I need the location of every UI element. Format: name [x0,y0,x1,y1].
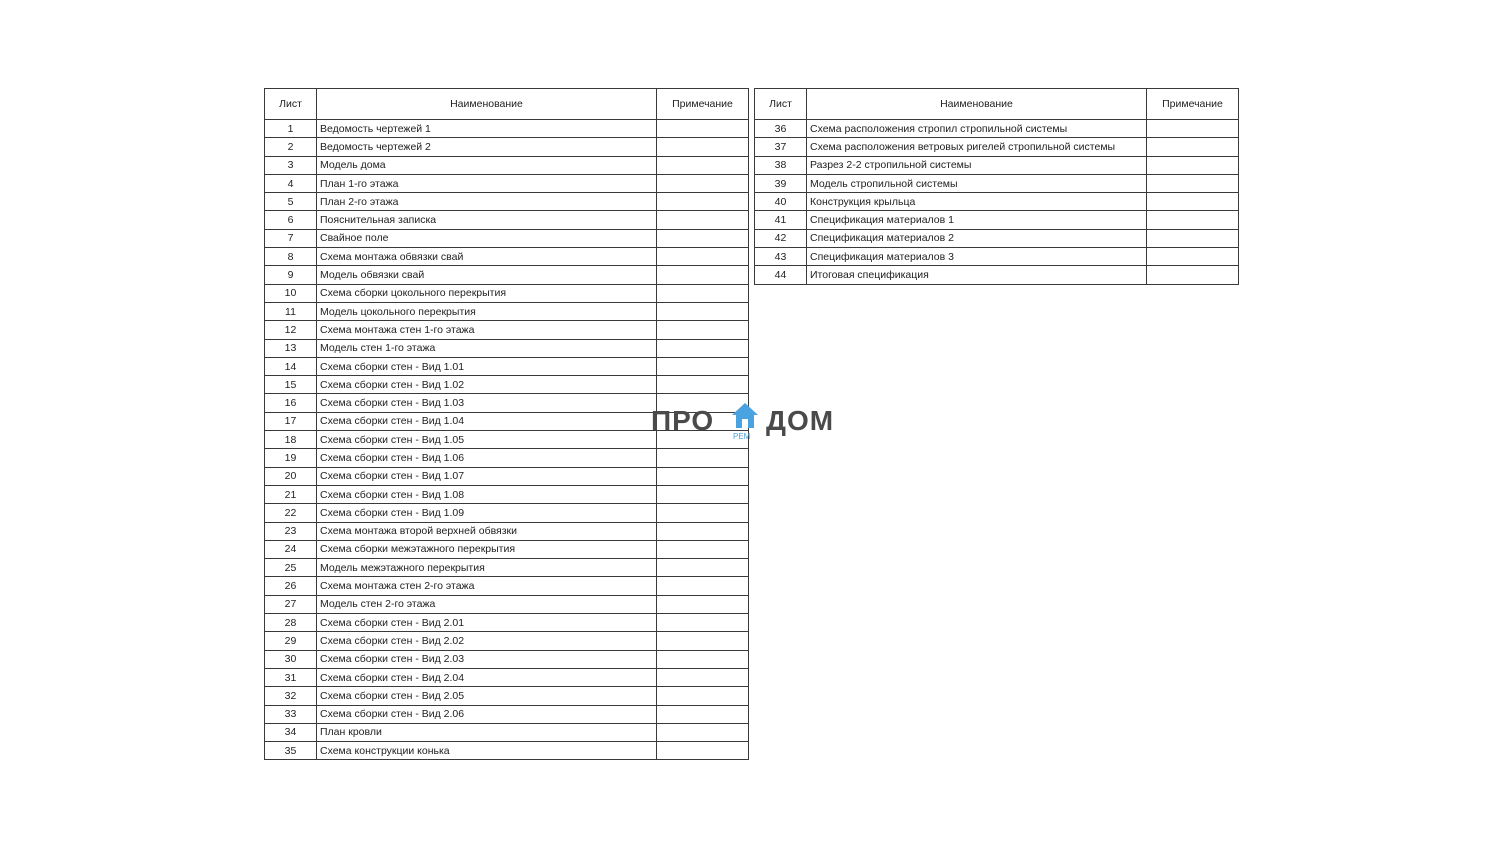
sheet-number-cell: 15 [265,376,317,394]
sheet-name-cell: Схема монтажа стен 2-го этажа [317,577,657,595]
sheet-number-cell: 16 [265,394,317,412]
sheet-note-cell [1147,174,1239,192]
sheet-number-cell: 44 [755,266,807,284]
header-sheet: Лист [755,89,807,120]
sheet-number-cell: 22 [265,504,317,522]
sheet-number-cell: 23 [265,522,317,540]
sheet-note-cell [1147,266,1239,284]
sheet-number-cell: 36 [755,120,807,138]
sheet-number-cell: 24 [265,540,317,558]
sheet-number-cell: 12 [265,321,317,339]
sheet-note-cell [657,614,749,632]
sheet-name-cell: Схема сборки цокольного перекрытия [317,284,657,302]
table-row [265,577,749,595]
sheet-name-cell: Спецификация материалов 1 [807,211,1147,229]
sheet-name-cell: Схема расположения стропил стропильной системы [807,120,1147,138]
header-name: Наименование [807,89,1147,120]
sheet-note-cell [657,266,749,284]
table-row [265,357,749,375]
sheet-note-cell [657,193,749,211]
table-row [265,668,749,686]
sheet-note-cell [1147,193,1239,211]
sheet-note-cell [657,540,749,558]
sheet-note-cell [657,449,749,467]
sheet-note-cell [657,211,749,229]
sheet-note-cell [657,321,749,339]
table-row [265,284,749,302]
sheet-note-cell [657,577,749,595]
sheet-note-cell [1147,248,1239,266]
sheet-number-cell: 39 [755,174,807,192]
sheet-number-cell: 30 [265,650,317,668]
sheet-number-cell: 29 [265,632,317,650]
sheet-note-cell [657,504,749,522]
sheet-name-cell: Схема конструкции конька [317,742,657,760]
sheet-name-cell: Модель цокольного перекрытия [317,302,657,320]
sheet-number-cell: 14 [265,357,317,375]
table-row [265,431,749,449]
sheet-note-cell [657,138,749,156]
sheet-note-cell [657,485,749,503]
sheet-number-cell: 1 [265,120,317,138]
sheet-name-cell: Модель стен 2-го этажа [317,595,657,613]
table-row [265,248,749,266]
table-row [265,412,749,430]
sheet-name-cell: Итоговая спецификация [807,266,1147,284]
sheet-number-cell: 26 [265,577,317,595]
sheet-number-cell: 40 [755,193,807,211]
sheet-name-cell: Схема сборки межэтажного перекрытия [317,540,657,558]
header-note: Примечание [1147,89,1239,120]
sheet-name-cell: План 1-го этажа [317,174,657,192]
table-row [265,485,749,503]
sheet-number-cell: 19 [265,449,317,467]
sheet-note-cell [657,632,749,650]
sheet-name-cell: Модель дома [317,156,657,174]
sheet-number-cell: 7 [265,229,317,247]
sheet-number-cell: 2 [265,138,317,156]
table-header-row [755,89,1239,120]
table-row [265,595,749,613]
table-row [265,632,749,650]
sheet-name-cell: Схема сборки стен - Вид 2.04 [317,668,657,686]
watermark-text-right: ДОМ [766,405,835,436]
sheet-note-cell [657,339,749,357]
sheet-number-cell: 32 [265,687,317,705]
drawing-list-table-left [264,88,749,760]
sheet-number-cell: 41 [755,211,807,229]
sheet-number-cell: 25 [265,559,317,577]
sheet-name-cell: Схема сборки стен - Вид 1.02 [317,376,657,394]
sheet-number-cell: 5 [265,193,317,211]
sheet-name-cell: Разрез 2-2 стропильной системы [807,156,1147,174]
sheet-name-cell: Модель стропильной системы [807,174,1147,192]
sheet-note-cell [657,687,749,705]
table-row [265,540,749,558]
sheet-name-cell: Схема сборки стен - Вид 2.01 [317,614,657,632]
sheet-note-cell [657,284,749,302]
table-row [265,321,749,339]
table-header-row [265,89,749,120]
sheet-name-cell: Спецификация материалов 3 [807,248,1147,266]
table-row [755,193,1239,211]
sheet-name-cell: Ведомость чертежей 2 [317,138,657,156]
table-row [755,229,1239,247]
sheet-name-cell: Модель обвязки свай [317,266,657,284]
table-row [265,522,749,540]
table-row [755,174,1239,192]
sheet-name-cell: Схема сборки стен - Вид 1.04 [317,412,657,430]
sheet-note-cell [657,174,749,192]
sheet-name-cell: Схема монтажа обвязки свай [317,248,657,266]
sheet-note-cell [657,559,749,577]
sheet-name-cell: Схема сборки стен - Вид 1.03 [317,394,657,412]
sheet-number-cell: 31 [265,668,317,686]
table-row [755,120,1239,138]
table-row [265,266,749,284]
sheet-note-cell [657,229,749,247]
sheet-name-cell: Схема сборки стен - Вид 1.05 [317,431,657,449]
sheet-note-cell [657,742,749,760]
sheet-note-cell [1147,138,1239,156]
table-row [265,559,749,577]
table-row [755,248,1239,266]
table-row [265,120,749,138]
table-row [265,376,749,394]
sheet-note-cell [657,522,749,540]
sheet-name-cell: Схема сборки стен - Вид 1.07 [317,467,657,485]
sheet-name-cell: Ведомость чертежей 1 [317,120,657,138]
sheet-note-cell [657,723,749,741]
header-sheet: Лист [265,89,317,120]
sheet-number-cell: 3 [265,156,317,174]
sheet-number-cell: 9 [265,266,317,284]
table-row [265,504,749,522]
sheet-number-cell: 38 [755,156,807,174]
table-row [265,138,749,156]
sheet-note-cell [1147,156,1239,174]
table-row [265,614,749,632]
sheet-number-cell: 4 [265,174,317,192]
header-name: Наименование [317,89,657,120]
table-row [265,742,749,760]
table-row [265,211,749,229]
sheet-note-cell [657,412,749,430]
sheet-name-cell: Схема сборки стен - Вид 2.05 [317,687,657,705]
sheet-number-cell: 27 [265,595,317,613]
sheet-name-cell: Схема сборки стен - Вид 1.09 [317,504,657,522]
drawing-list-table-right [754,88,1239,285]
table-row [265,394,749,412]
table-row [265,229,749,247]
sheet-note-cell [1147,120,1239,138]
sheet-note-cell [657,705,749,723]
table-row [265,302,749,320]
table-row [755,156,1239,174]
sheet-name-cell: Модель межэтажного перекрытия [317,559,657,577]
sheet-name-cell: Схема сборки стен - Вид 2.03 [317,650,657,668]
table-row [265,174,749,192]
table-row [265,650,749,668]
sheet-name-cell: Конструкция крыльца [807,193,1147,211]
table-row [265,467,749,485]
table-row [265,723,749,741]
sheet-note-cell [657,357,749,375]
sheet-note-cell [1147,211,1239,229]
sheet-note-cell [657,394,749,412]
sheet-number-cell: 37 [755,138,807,156]
watermark-subtext: РЕМ [733,432,751,441]
sheet-name-cell: Схема сборки стен - Вид 2.06 [317,705,657,723]
sheet-name-cell: Схема сборки стен - Вид 1.08 [317,485,657,503]
sheet-name-cell: Свайное поле [317,229,657,247]
table-row [265,449,749,467]
table-row [265,193,749,211]
sheet-name-cell: Спецификация материалов 2 [807,229,1147,247]
sheet-number-cell: 8 [265,248,317,266]
header-note: Примечание [657,89,749,120]
sheet-note-cell [657,120,749,138]
table-row [755,211,1239,229]
sheet-note-cell [657,376,749,394]
sheet-number-cell: 42 [755,229,807,247]
sheet-name-cell: Схема сборки стен - Вид 1.06 [317,449,657,467]
sheet-number-cell: 34 [265,723,317,741]
sheet-number-cell: 18 [265,431,317,449]
sheet-number-cell: 10 [265,284,317,302]
sheet-name-cell: Схема монтажа стен 1-го этажа [317,321,657,339]
sheet-number-cell: 21 [265,485,317,503]
table-row [265,156,749,174]
table-row [265,705,749,723]
sheet-number-cell: 28 [265,614,317,632]
sheet-note-cell [1147,229,1239,247]
sheet-note-cell [657,302,749,320]
sheet-number-cell: 6 [265,211,317,229]
sheet-note-cell [657,248,749,266]
table-row [265,687,749,705]
sheet-name-cell: Пояснительная записка [317,211,657,229]
sheet-note-cell [657,467,749,485]
watermark-text-left: ПРО [651,405,715,436]
sheet-name-cell: План 2-го этажа [317,193,657,211]
table-row [265,339,749,357]
table-row [755,138,1239,156]
sheet-note-cell [657,595,749,613]
sheet-note-cell [657,431,749,449]
sheet-number-cell: 35 [265,742,317,760]
sheet-note-cell [657,650,749,668]
sheet-name-cell: Схема сборки стен - Вид 2.02 [317,632,657,650]
sheet-number-cell: 33 [265,705,317,723]
sheet-name-cell: Схема монтажа второй верхней обвязки [317,522,657,540]
table-row [755,266,1239,284]
sheet-name-cell: Схема расположения ветровых ригелей стропильной системы [807,138,1147,156]
sheet-number-cell: 17 [265,412,317,430]
sheet-name-cell: Схема сборки стен - Вид 1.01 [317,357,657,375]
sheet-number-cell: 43 [755,248,807,266]
sheet-note-cell [657,156,749,174]
sheet-name-cell: Модель стен 1-го этажа [317,339,657,357]
sheet-number-cell: 13 [265,339,317,357]
sheet-number-cell: 11 [265,302,317,320]
sheet-note-cell [657,668,749,686]
sheet-number-cell: 20 [265,467,317,485]
sheet-name-cell: План кровли [317,723,657,741]
